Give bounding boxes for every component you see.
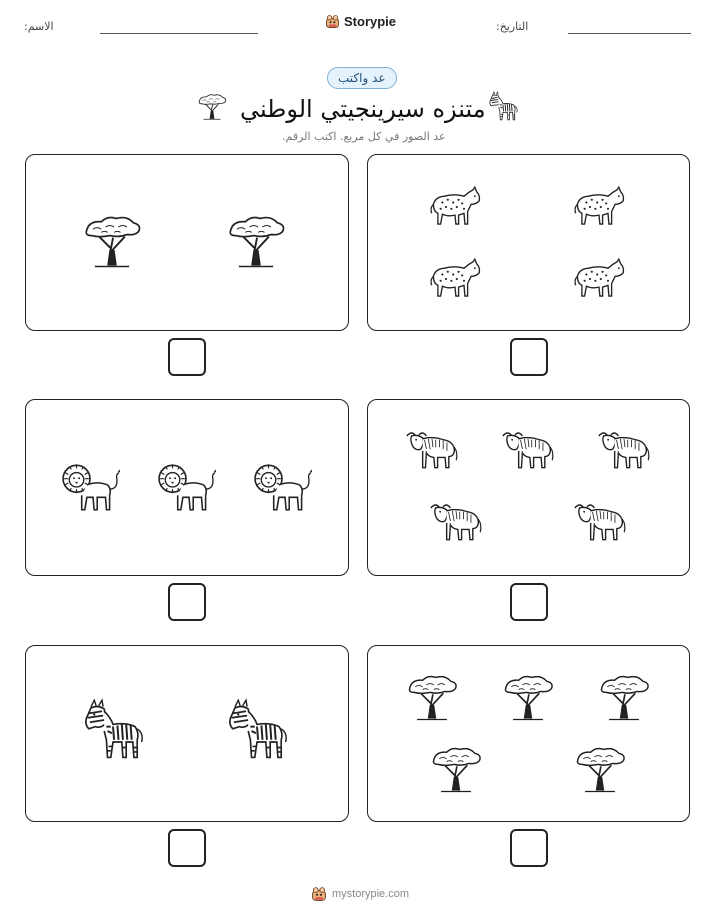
tree-icon: [428, 742, 484, 798]
zebra-icon: [224, 698, 290, 764]
count-panel-zebra: [25, 645, 349, 822]
storypie-icon: [325, 14, 340, 29]
page-title: متنزه سيرينجيتي الوطني: [240, 95, 486, 123]
footer-url[interactable]: mystorypie.com: [332, 888, 410, 900]
answer-box-wildebeest[interactable]: [510, 583, 548, 621]
tree-icon: [196, 91, 228, 123]
footer: [311, 886, 409, 902]
hyena-icon: [428, 183, 482, 231]
count-panel-tree: [25, 154, 349, 331]
wildebeest-icon: [500, 426, 556, 474]
tree-icon: [224, 210, 288, 274]
count-panel-lion: [25, 399, 349, 576]
tree-icon: [500, 670, 556, 726]
wildebeest-icon: [428, 498, 484, 546]
brand-name: Storypie: [344, 14, 397, 29]
activity-tag: عد واكتب: [327, 67, 397, 89]
name-label: الاسم:: [24, 20, 54, 33]
date-line[interactable]: [568, 33, 691, 34]
lion-icon: [60, 458, 122, 516]
lion-icon: [156, 458, 218, 516]
name-line[interactable]: [100, 33, 258, 34]
tree-icon: [404, 670, 460, 726]
count-panel-tree-2: [367, 645, 690, 822]
instructions: عد الصور في كل مربع. اكتب الرقم.: [282, 130, 446, 143]
answer-box-tree[interactable]: [168, 338, 206, 376]
hyena-icon: [572, 255, 626, 303]
storypie-icon: [311, 886, 327, 902]
answer-box-zebra[interactable]: [168, 829, 206, 867]
count-panel-wildebeest: [367, 399, 690, 576]
brand-logo: [325, 14, 396, 29]
wildebeest-icon: [572, 498, 628, 546]
lion-icon: [252, 458, 314, 516]
answer-box-hyena[interactable]: [510, 338, 548, 376]
tree-icon: [596, 670, 652, 726]
zebra-icon: [80, 698, 146, 764]
tree-icon: [572, 742, 628, 798]
tree-icon: [80, 210, 144, 274]
hyena-icon: [428, 255, 482, 303]
zebra-icon: [487, 91, 519, 123]
date-label: التاريخ:: [496, 20, 529, 33]
count-panel-hyena: [367, 154, 690, 331]
answer-box-lion[interactable]: [168, 583, 206, 621]
hyena-icon: [572, 183, 626, 231]
answer-box-tree-2[interactable]: [510, 829, 548, 867]
wildebeest-icon: [404, 426, 460, 474]
wildebeest-icon: [596, 426, 652, 474]
